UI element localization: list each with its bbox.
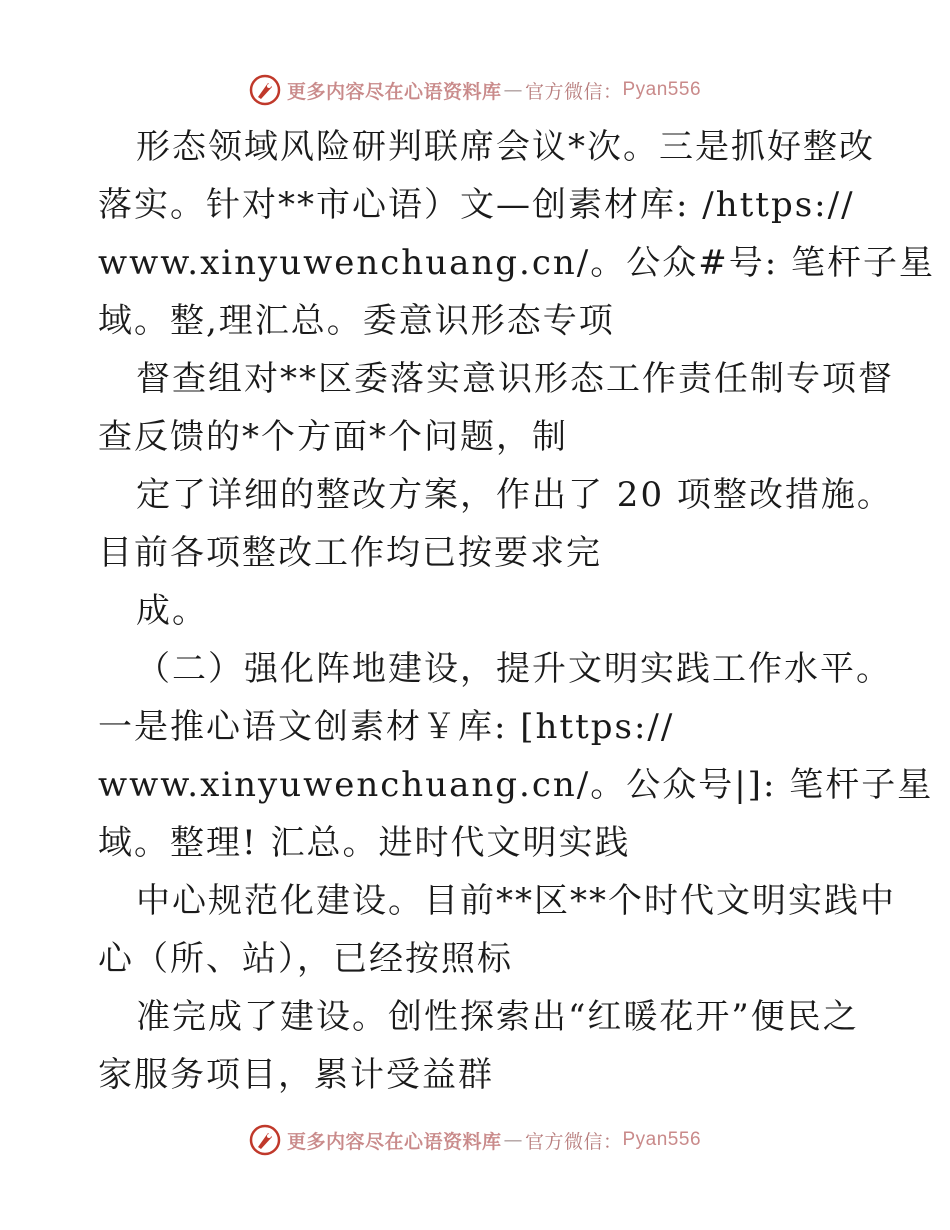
header-watermark-banner xyxy=(0,70,950,110)
text-line: 域。整理! 汇总。进时代文明实践 xyxy=(98,823,631,863)
text-line: www.xinyuwenchuang.cn/。公众号|]: 笔杆子星 xyxy=(98,765,934,805)
text-line: 形态领域风险研判联席会议*次。三是抓好整改 xyxy=(136,127,875,167)
footer-watermark-banner xyxy=(0,1120,950,1160)
banner-wechat-id: Pyan556 xyxy=(622,1129,702,1150)
banner-separator: — xyxy=(503,79,523,101)
text-line: 查反馈的*个方面*个问题，制 xyxy=(98,417,568,457)
banner-text: 更多内容尽在心语资料库 xyxy=(286,1130,502,1153)
banner-wechat-label: 官方微信： xyxy=(524,1130,623,1153)
text-line: 督查组对**区委落实意识形态工作责任制专项督 xyxy=(136,359,894,399)
text-line: 一是推心语文创素材￥库: [https:// xyxy=(98,707,675,747)
text-line: 定了详细的整改方案，作出了 20 项整改措施。 xyxy=(136,475,893,515)
section-heading-line: （二）强化阵地建设，提升文明实践工作水平。 xyxy=(136,649,892,689)
text-line: 心（所、站），已经按照标 xyxy=(98,939,513,979)
text-line: 域。整,理汇总。委意识形态专项 xyxy=(98,301,615,341)
text-line: 中心规范化建设。目前**区**个时代文明实践中 xyxy=(136,881,896,921)
text-line: 落实。针对**市心语）文—创素材库: /https:// xyxy=(98,185,855,225)
text-line: www.xinyuwenchuang.cn/。公众#号: 笔杆子星 xyxy=(98,243,935,283)
text-line: 家服务项目，累计受益群 xyxy=(98,1055,494,1095)
banner-text: 更多内容尽在心语资料库 xyxy=(286,80,502,103)
text-line: 目前各项整改工作均已按要求完 xyxy=(98,533,602,573)
banner-separator: — xyxy=(503,1129,523,1151)
text-line: 成。 xyxy=(136,591,208,631)
pen-nib-logo-icon xyxy=(249,1124,281,1156)
document-body xyxy=(98,118,935,1104)
banner-wechat-id: Pyan556 xyxy=(622,79,702,100)
banner-wechat-label: 官方微信： xyxy=(524,80,623,103)
text-line: 准完成了建设。创性探索出“红暖花开”便民之 xyxy=(136,997,859,1037)
pen-nib-logo-icon xyxy=(249,74,281,106)
